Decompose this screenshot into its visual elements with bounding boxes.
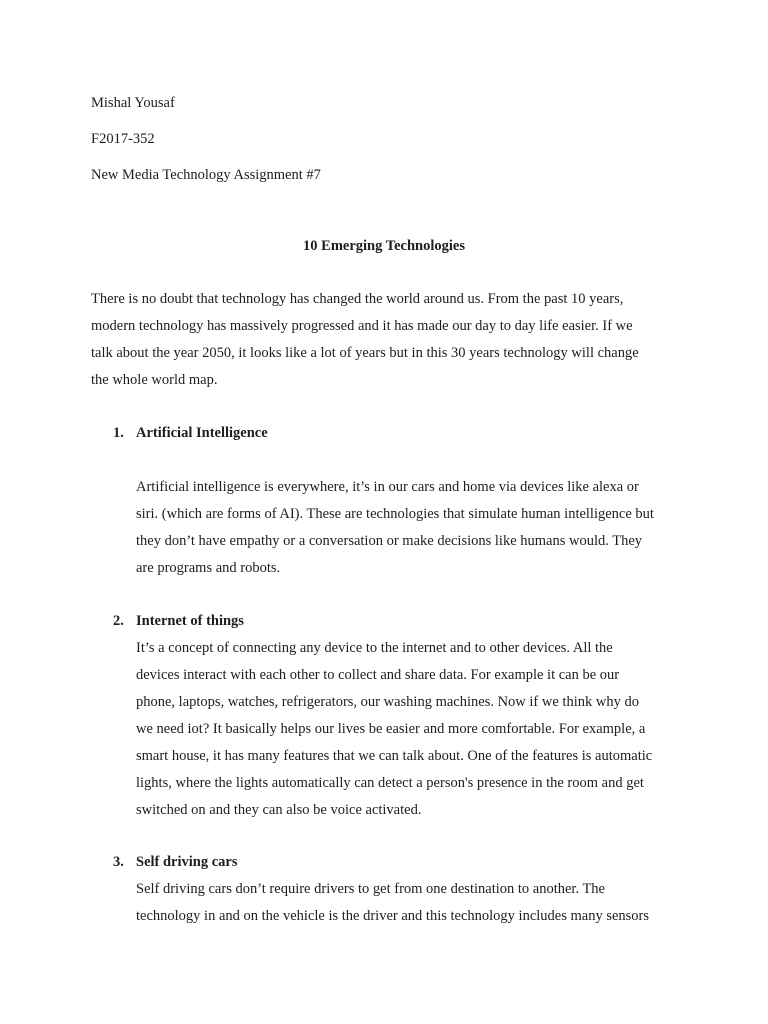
section-heading-artificial-intelligence: Artificial Intelligence bbox=[136, 425, 268, 441]
section-line: Self driving cars don’t require drivers to get from one destination to another. The bbox=[136, 881, 605, 897]
section-line: we need iot? It basically helps our lives be easier and more comfortable. For example, a bbox=[136, 721, 646, 737]
section-line: siri. (which are forms of AI). These are technologies that simulate human intelligence but bbox=[136, 506, 654, 522]
section-line: It’s a concept of connecting any device to the internet and to other devices. All the bbox=[136, 640, 613, 656]
section-number: 1. bbox=[113, 425, 124, 441]
section-line: Artificial intelligence is everywhere, it’s in our cars and home via devices like alexa or bbox=[136, 479, 639, 495]
section-number: 2. bbox=[113, 613, 124, 629]
document-title: 10 Emerging Technologies bbox=[303, 238, 465, 254]
section-line: technology in and on the vehicle is the driver and this technology includes many sensors bbox=[136, 908, 650, 924]
student-id: F2017-352 bbox=[91, 131, 155, 147]
intro-line: modern technology has massively progressed and it has made our day to day life easier. If we bbox=[91, 318, 633, 334]
intro-line: talk about the year 2050, it looks like a lot of years but in this 30 years technology will change bbox=[91, 345, 639, 361]
section-line: smart house, it has many features that we can talk about. One of the features is automatic bbox=[136, 748, 653, 764]
intro-line: the whole world map. bbox=[91, 372, 218, 388]
section-line: they don’t have empathy or a conversation or make decisions like humans would. They bbox=[136, 533, 643, 549]
section-line: devices interact with each other to collect and share data. For example it can be our bbox=[136, 667, 620, 683]
section-line: phone, laptops, watches, refrigerators, our washing machines. Now if we think why do bbox=[136, 694, 639, 710]
section-line: are programs and robots. bbox=[136, 560, 281, 576]
course-assignment: New Media Technology Assignment #7 bbox=[91, 167, 321, 183]
section-line: switched on and they can also be voice activated. bbox=[136, 802, 422, 818]
section-line: lights, where the lights automatically can detect a person's presence in the room and get bbox=[136, 775, 644, 791]
section-heading-internet-of-things: Internet of things bbox=[136, 613, 244, 629]
section-heading-self-driving-cars: Self driving cars bbox=[136, 854, 238, 870]
section-number: 3. bbox=[113, 854, 124, 870]
author-name: Mishal Yousaf bbox=[91, 95, 175, 111]
intro-line: There is no doubt that technology has changed the world around us. From the past 10 years, bbox=[91, 291, 624, 307]
